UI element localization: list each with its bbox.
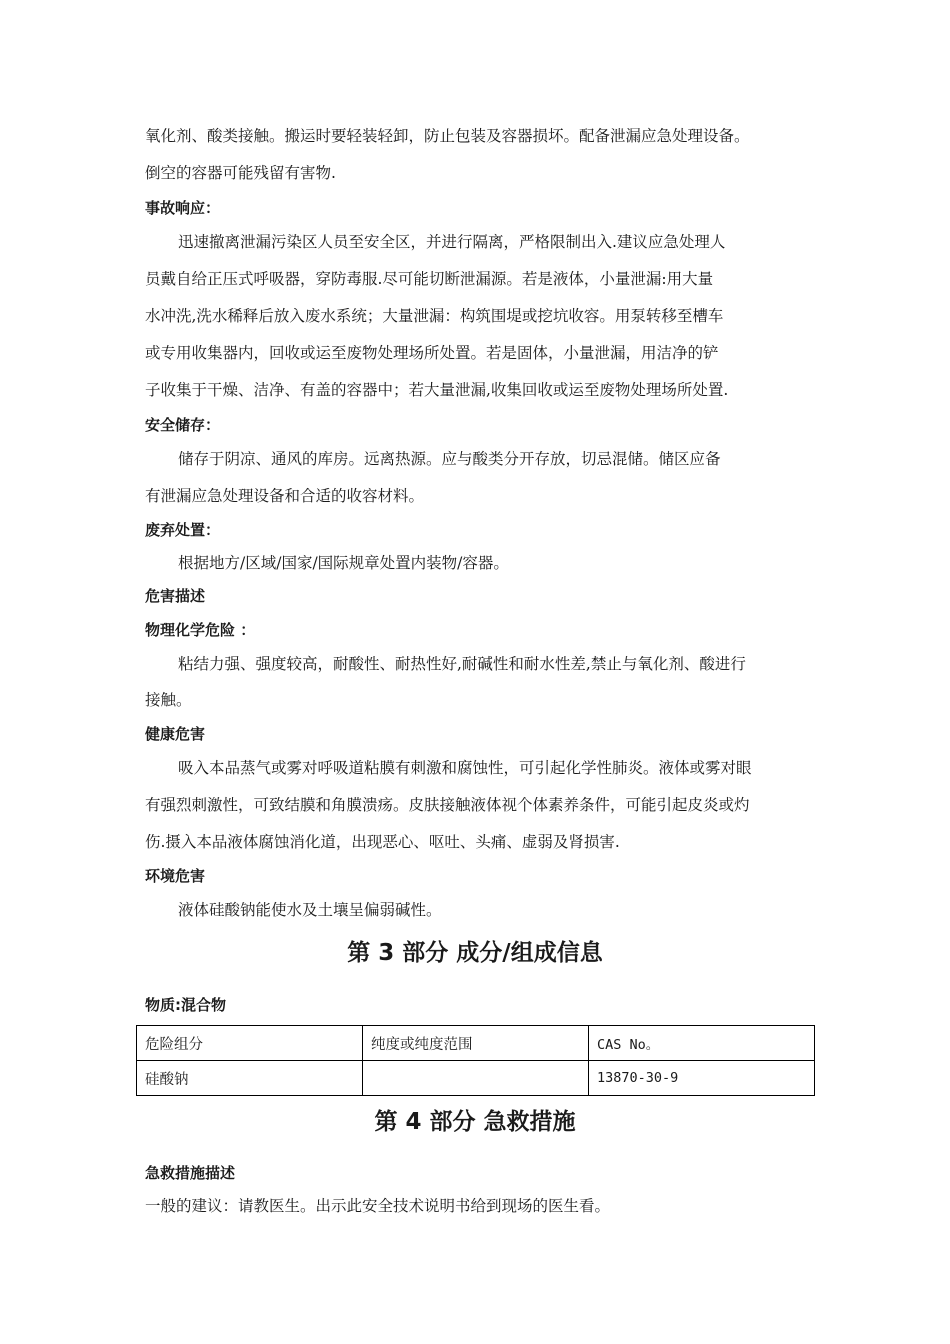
text-line: 液体硅酸钠能使水及土壤呈偏弱碱性。 (178, 901, 442, 919)
text-line: 或专用收集器内，回收或运至废物处理场所处置。若是固体，小量泄漏，用洁净的铲 (145, 344, 719, 362)
table-header-cell: 纯度或纯度范围 (363, 1026, 589, 1061)
substance-label: 物质:混合物 (145, 996, 226, 1014)
text-line: 员戴自给正压式呼吸器，穿防毒服.尽可能切断泄漏源。若是液体，小量泄漏:用大量 (145, 270, 714, 288)
table-header-cell: CAS No。 (589, 1026, 815, 1061)
text-line: 根据地方/区域/国家/国际规章处置内装物/容器。 (178, 554, 509, 572)
safe-storage-heading: 安全储存： (145, 416, 221, 434)
hazard-heading: 危害描述 (145, 587, 206, 605)
section-4-title: 第 4 部分 急救措施 (374, 1109, 576, 1135)
text-line: 有泄漏应急处理设备和合适的收容材料。 (145, 487, 425, 505)
text-line: 储存于阴凉、通风的库房。远离热源。应与酸类分开存放，切忌混储。储区应备 (178, 450, 721, 468)
physical-hazard-heading: 物理化学危险 ： (145, 621, 256, 639)
table-cell: 13870-30-9 (589, 1061, 815, 1096)
health-hazard-heading: 健康危害 (145, 725, 206, 743)
text-line: 一般的建议：请教医生。出示此安全技术说明书给到现场的医生看。 (145, 1197, 611, 1215)
text-line: 迅速撤离泄漏污染区人员至安全区，并进行隔离，严格限制出入.建议应急处理人 (178, 233, 726, 251)
table-cell (363, 1061, 589, 1096)
composition-table (136, 1025, 815, 1096)
text-line: 接触。 (145, 691, 192, 709)
disposal-heading: 废弃处置： (145, 521, 221, 539)
text-line: 倒空的容器可能残留有害物. (145, 164, 336, 182)
text-line: 伤.摄入本品液体腐蚀消化道，出现恶心、呕吐、头痛、虚弱及肾损害. (145, 833, 620, 851)
table-header-row (137, 1026, 815, 1061)
first-aid-heading: 急救措施描述 (145, 1164, 236, 1182)
text-line: 氧化剂、酸类接触。搬运时要轻装轻卸，防止包装及容器损坏。配备泄漏应急处理设备。 (145, 127, 750, 145)
text-line: 有强烈刺激性，可致结膜和角膜溃疡。皮肤接触液体视个体素养条件，可能引起皮炎或灼 (145, 796, 750, 814)
table-header-cell: 危险组分 (137, 1026, 363, 1061)
text-line: 吸入本品蒸气或雾对呼吸道粘膜有刺激和腐蚀性，可引起化学性肺炎。液体或雾对眼 (178, 759, 752, 777)
text-line: 粘结力强、强度较高，耐酸性、耐热性好,耐碱性和耐水性差,禁止与氧化剂、酸进行 (178, 655, 746, 673)
accident-response-heading: 事故响应： (145, 199, 221, 217)
table-row (137, 1061, 815, 1096)
section-3-title: 第 3 部分 成分/组成信息 (347, 940, 603, 966)
text-line: 水冲洗,洗水稀释后放入废水系统；大量泄漏：构筑围堤或挖坑收容。用泵转移至槽车 (145, 307, 724, 325)
environmental-hazard-heading: 环境危害 (145, 867, 206, 885)
text-line: 子收集于干燥、洁净、有盖的容器中；若大量泄漏,收集回收或运至废物处理场所处置. (145, 381, 729, 399)
table-cell: 硅酸钠 (137, 1061, 363, 1096)
